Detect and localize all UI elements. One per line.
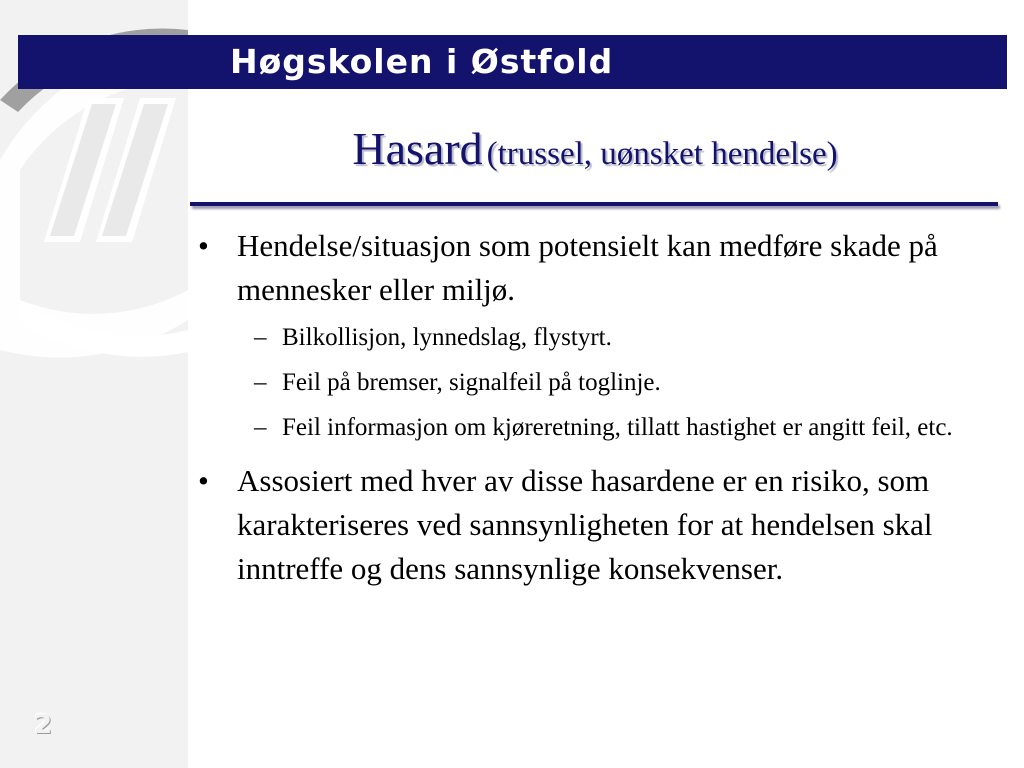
title-main: Hasard [352,123,483,174]
header-band-left [18,35,188,89]
sub-bullet-item [190,410,1000,445]
dash-icon: – [254,414,267,441]
title-divider [190,202,998,206]
dash-icon: – [254,369,267,396]
sub-bullet-text: Bilkollisjon, lynnedslag, flystyrt. [282,324,612,351]
bullet-icon: • [198,463,209,498]
sub-bullet-text: Feil på bremser, signalfeil på toglinje. [282,369,661,396]
bullet-item [190,224,1000,312]
org-name: Høgskolen i Østfold [230,42,614,81]
sub-bullet-item [190,320,1000,355]
sub-bullet-item [190,365,1000,400]
slide-title [190,122,1000,175]
bullet-icon: • [198,228,209,263]
sub-bullet-text: Feil informasjon om kjøreretning, tillatt hastighet er angitt feil, etc. [282,414,953,441]
bullet-text: Hendelse/situasjon som potensielt kan medføre skade på mennesker eller miljø. [237,228,938,307]
bullet-item [190,459,1000,591]
title-subtitle: (trussel, uønsket hendelse) [486,136,838,172]
dash-icon: – [254,324,267,351]
bullet-text: Assosiert med hver av disse hasardene er en risiko, som karakteriseres ved sannsynligheten for at hendelsen skal inntreffe og dens sannsynlige konsekvenser. [237,463,933,586]
slide-content [190,224,1000,591]
page-number: 2 [34,710,53,740]
